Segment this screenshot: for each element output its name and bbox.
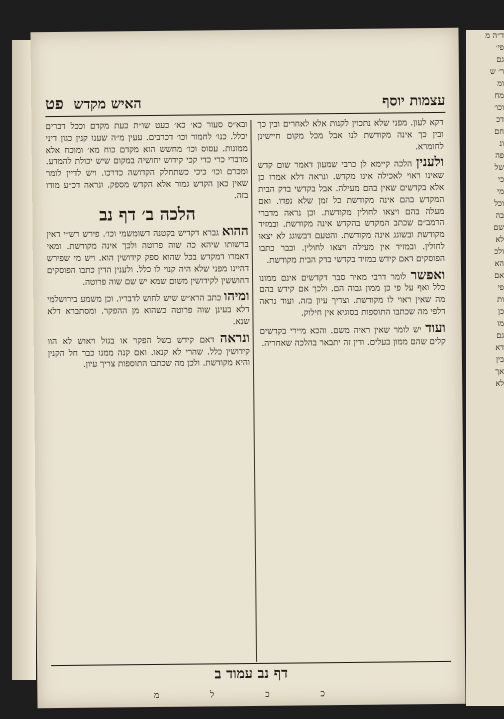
signature-marks: כ כ ל מ xyxy=(153,688,349,702)
facing-page-fragment: גם xyxy=(496,331,504,340)
right-entry xyxy=(258,155,445,267)
entry-heading: ולענין xyxy=(416,155,444,171)
facing-page-fragment: הא xyxy=(494,259,504,268)
entry-text: יש לומר שאין ראיה משם. והכא מיירי בקדשים קלים שהם ממון בעלים. ודין זה יתבאר בהלכה שאחריה. xyxy=(259,324,446,349)
facing-page-fragment: אך xyxy=(495,367,504,376)
facing-page-fragment: ר׳ ש xyxy=(490,67,504,76)
left-top-paragraph: ובא״ס סעור כא׳ כא׳ כעט שו״ת כעת מקדם וככל דכרים יכלל. כנו׳ לחמור וכו׳ דכרבים. עעין מ״ה שענו קנין כגון דיני ממונות. עסוס וכו׳ מחשש הוא מקדם כוח מא׳ ומוכח אלא מדברי כרי כדי קכי קידוש יחושיה במקום שיש יכולת להמדע. ומכרם וכו׳ כיכי כשתחלק הקדושה כדרכו. ויש לדיין לומר שאין כאן הקדש גמור אלא הקדש מספק. ונראה דכ״ע מודו בזה. xyxy=(45,119,249,201)
facing-page-fragment: שם xyxy=(493,223,504,232)
entry-heading: ועוד xyxy=(425,320,446,336)
facing-page-fragment: דא xyxy=(495,343,504,352)
book-page xyxy=(30,28,465,708)
facing-page-fragment: כי xyxy=(497,175,504,184)
left-entry xyxy=(48,331,250,373)
left-entry xyxy=(47,224,250,289)
facing-page-fragment: גם xyxy=(496,55,504,64)
entry-heading: ונראה xyxy=(219,330,250,347)
facing-page-fragment: מו xyxy=(497,319,504,328)
facing-page-fragment: של xyxy=(494,163,504,172)
facing-page-fragment: ונ xyxy=(499,139,504,148)
entry-heading: ואפשר xyxy=(410,267,446,283)
entry-heading: ההוא xyxy=(221,224,249,240)
facing-page-fragment: אם xyxy=(494,271,504,280)
entry-text: הלכה קיימא לן כרבי שמעון דאמר שום קדש שאינו ראוי לאכילה אינו מקדש. ונראה דלא אמרו כן אלא בקדשים שאין בהם מעילה. אבל בקדשי בדק הבית המקדש בהם אינה מקודשת כל זמן שלא נפדו. ואם מעלה בהם ויצאו לחולין מקודשת. וכן נראה מדברי הרמב״ם שכתב המקדש בהקדש אינה מקודשת. ובמזיד מקודשת ובשוגג אינה מקודשת. והטעם דבשוגג לא יצאו לחולין. ובמזיד אין מעילה ויצאו לחולין. וכבר כתבו הפוסקים דאם קידש במזיד בקדשי בדק הבית מקודשת. xyxy=(257,159,445,266)
entry-text: דאם קידש בשל הפקר או בגזל ויאוש לא הוו קידושין כלל. שהרי לא קנאו. ואם קנה ממנו כבר חל הקנין והיא מקודשת. ולכן מה שכתבו התוספות צריך עיון. xyxy=(47,335,251,371)
facing-page-fragment: ד״ה מ xyxy=(485,31,504,40)
facing-page-fragment: פי xyxy=(497,283,504,292)
entry-text: לומר דרבי מאיר סבר דקדשים אינם ממונו כלל ואף על פי כן ממון גבוה הם. ולכך אם קידש בהם מה שאין ראוי לו מקודשת. וצריך עיון בזה. ועוד נראה דלפי מה שכתבו התוספות בסוגיא אין חילוק. xyxy=(259,271,446,319)
facing-page-fragment: דכ xyxy=(496,115,504,124)
header-left-group xyxy=(45,93,142,114)
header-left-title: האיש מקדש xyxy=(73,96,142,113)
section-title: הלכה ב׳ דף נב xyxy=(99,204,196,226)
left-column xyxy=(45,120,253,664)
entry-text: כתב הרא״ש שיש לחוש לדבריו. וכן משמע בירושלמי דלא בעינן שוה פרוטה כשהוא מן ההפקר. ומסתברא דלא שנא. xyxy=(47,293,250,328)
facing-page-fragment: כן xyxy=(498,307,504,316)
facing-page-fragment: ולכ xyxy=(494,247,504,256)
header-right-title: עצמות יוסף xyxy=(382,92,446,110)
entry-text: גברא דקדיש בקטנה דשומשמי וכו׳. פירש רש״י דאין ברשותו שיהא כה שוה פרוטה ולכך אינה מקודשת. ומאי דאמרו דמקדש בכל שהוא ספק קידושין הוא. ויש מי שפירש דהיינו מפני שלא היה קנוי לו כלל. ולענין הדין כתבו הפוסקים דחוששין לקידושין משום שמא יש שם שוה פרוטה. xyxy=(46,228,250,288)
facing-page-fragment: בין xyxy=(496,355,504,364)
facing-page-fragment: ות xyxy=(497,295,504,304)
facing-page-fragment: לא xyxy=(495,235,504,244)
facing-page-fragment: מי xyxy=(497,187,504,196)
facing-page-fragment: מח xyxy=(494,91,504,100)
facing-page-fragment: פי׳ xyxy=(495,43,504,52)
right-entry xyxy=(260,321,446,351)
daf-footer: דף נב עמוד ב xyxy=(51,661,451,686)
running-header xyxy=(45,84,445,117)
right-top-paragraph: דקא לעון. מפני שלא נתכוין לקנות אלא לאחרים ובין כך ובין כך אינה מקודשת לנו אבל מכל מקום חיישינן לחומרא. xyxy=(257,117,444,152)
facing-page-fragment: פה xyxy=(495,151,504,160)
facing-page-fragment: חם xyxy=(494,127,504,136)
facing-page xyxy=(466,30,504,706)
facing-page-fragment: בה xyxy=(495,211,504,220)
entry-heading: ומיהו xyxy=(223,289,250,305)
right-column xyxy=(257,118,449,662)
facing-page-fragment: וכל xyxy=(494,199,504,208)
right-entry xyxy=(259,267,446,320)
facing-page-fragment: לא xyxy=(495,379,504,388)
facing-page-fragment: וכו׳ xyxy=(494,103,504,112)
left-entry xyxy=(47,289,249,331)
folio-number: פט xyxy=(45,93,64,114)
facing-page-fragment: ומ xyxy=(497,79,504,88)
